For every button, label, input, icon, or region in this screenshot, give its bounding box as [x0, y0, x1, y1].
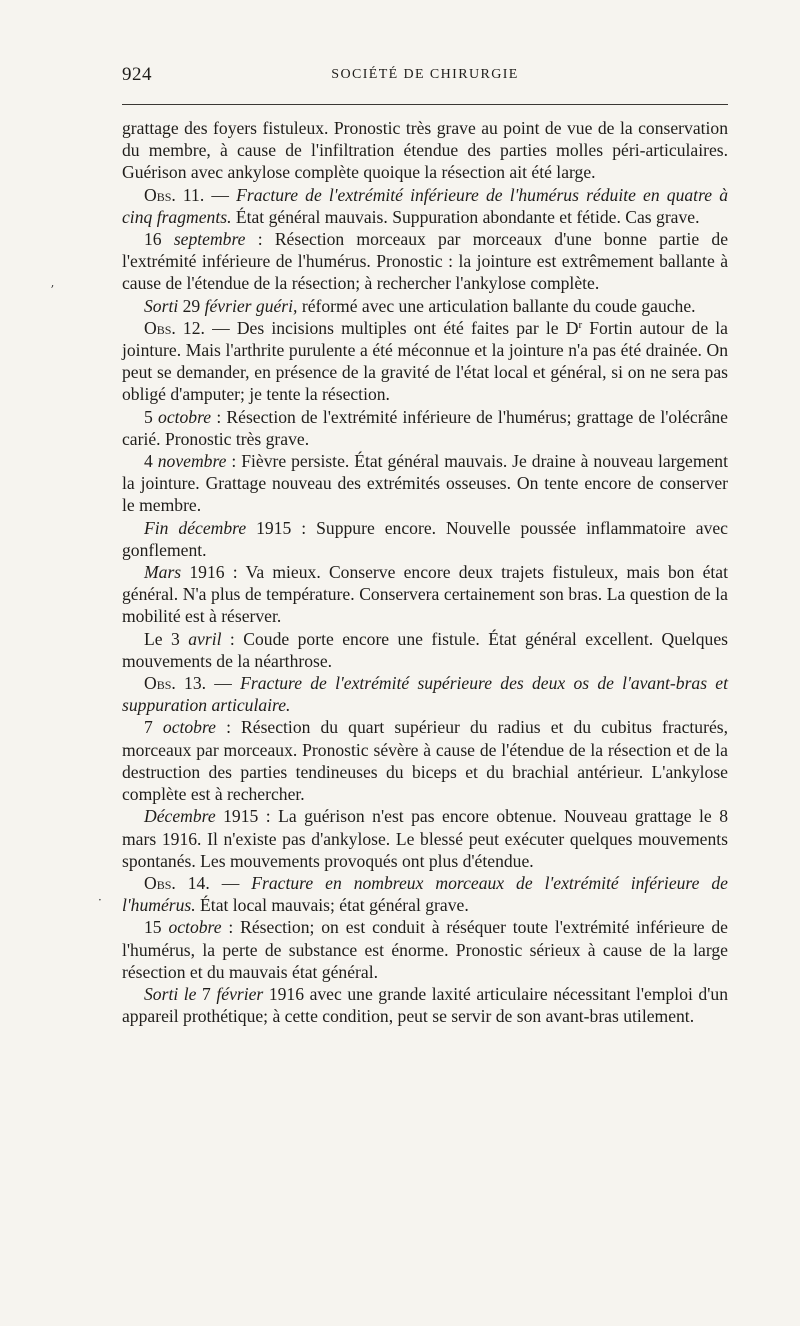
italic-text: avril	[188, 628, 222, 649]
italic-text: Fracture de l'extrémité inférieure de l'humérus réduite en quatre à cinq fragments.	[122, 184, 728, 227]
text-run: : Résection du quart supérieur du radius et du cubitus fracturés, morceaux par morceaux. Pronostic sévère à cause de l'étendue de la résection et de la destruction des parties tendineuses du biceps et du brachial antérieur. L'ankylose complète est à rechercher.	[122, 717, 728, 805]
italic-text: octobre	[158, 406, 212, 427]
observation-label: Obs. 11.	[144, 184, 205, 205]
paragraph	[122, 561, 728, 628]
observation-label: Obs. 12.	[144, 317, 205, 338]
italic-text: Sorti le	[144, 983, 197, 1004]
paragraph	[122, 450, 728, 517]
paragraph	[122, 672, 728, 716]
italic-text: février guéri,	[204, 295, 298, 316]
italic-text: Décembre	[144, 806, 216, 827]
running-title: SOCIÉTÉ DE CHIRURGIE	[331, 67, 519, 82]
paragraph	[122, 228, 728, 295]
paragraph	[122, 716, 728, 805]
paragraph	[122, 406, 728, 450]
text-run: : Résection; on est conduit à réséquer toute l'extrémité inférieure de l'humérus, la perte de substance est énorme. Pronostic sérieux à cause de la large résection et du mauvais état général.	[122, 917, 728, 982]
italic-text: Mars	[144, 562, 182, 583]
text-run: réformé avec une articulation ballante du coude gauche.	[297, 295, 696, 316]
text-run: 1916 avec une grande laxité articulaire nécessitant l'emploi d'un appareil prothétique; à cette condition, peut se servir de son avant-bras utilement.	[122, 983, 728, 1027]
italic-text: novembre	[157, 451, 227, 472]
observation-label: Obs. 14.	[144, 872, 210, 893]
paragraph	[122, 872, 728, 916]
margin-mark: ʼ	[50, 283, 54, 297]
page-number: 924	[122, 64, 152, 85]
paragraph	[122, 805, 728, 872]
text-run: : Résection morceaux par morceaux d'une bonne partie de l'extrémité inférieure de l'humérus. Pronostic : la jointure est extrêmement ballante à cause de l'étendue de la résection; à rechercher l'ankylose complète.	[122, 229, 728, 294]
text-run: Fortin autour de la jointure. Mais l'arthrite purulente a été méconnue et la jointure n'a pas été drainée. On peut se demander, en présence de la gravité de l'état local et général, si on ne sera pas obligé d'amputer; je tente la résection.	[122, 317, 728, 405]
paragraph	[122, 517, 728, 561]
text-run: grattage des foyers fistuleux. Pronostic très grave au point de vue de la conservation du membre, à cause de l'infiltration étendue des parties molles péri-articulaires. Guérison avec ankylose complète quoique la résection ait été large.	[122, 118, 728, 183]
text-run: —	[209, 872, 252, 893]
paragraph	[122, 317, 728, 406]
text-run: 1915 : Suppure encore. Nouvelle poussée inflammatoire avec gonflement.	[122, 517, 728, 560]
paragraph	[122, 628, 728, 672]
margin-mark: ·	[98, 893, 102, 907]
text-run: 1915 : La guérison n'est pas encore obtenue. Nouveau grattage le 8 mars 1916. Il n'existe pas d'ankylose. Le blessé peut exécuter quelques mouvements spontanés. Les mouvements provoqués ont plus d'étendue.	[122, 806, 728, 871]
observation-label: Obs. 13.	[144, 673, 207, 694]
italic-text: septembre	[173, 229, 246, 250]
text-run: État général mauvais. Suppuration abondante et fétide. Cas grave.	[231, 206, 700, 227]
body-text	[122, 117, 728, 1027]
italic-text: octobre	[168, 917, 222, 938]
text-run: : Coude porte encore une fistule. État général excellent. Quelques mouvements de la néarthrose.	[122, 628, 728, 671]
text-run: 5	[144, 406, 159, 427]
italic-text: Fracture en nombreux morceaux de l'extrémité inférieure de l'humérus.	[122, 872, 728, 916]
text-run: État local mauvais; état général grave.	[195, 895, 469, 916]
text-run: —	[204, 184, 237, 205]
text-run: — Des incisions multiples ont été faites par le D	[204, 317, 579, 338]
text-run: 29	[178, 295, 205, 316]
text-run: : Fièvre persiste. État général mauvais. Je draine à nouveau largement la jointure. Grattage nouveau des extrémités osseuses. On tente encore de conserver le membre.	[122, 451, 728, 516]
text-run: : Résection de l'extrémité inférieure de l'humérus; grattage de l'olécrâne carié. Pronostic très grave.	[122, 406, 728, 449]
paragraph	[122, 983, 728, 1027]
italic-text: Sorti	[144, 295, 179, 316]
paragraph	[122, 295, 728, 317]
text-run: 1916 : Va mieux. Conserve encore deux trajets fistuleux, mais bon état général. N'a plus de température. Conservera certainement son bras. La question de la mobilité est à réserver.	[122, 562, 728, 627]
header-rule	[122, 104, 728, 105]
text-run: 4	[144, 451, 158, 472]
superscript: r	[578, 318, 583, 331]
text-run: 7	[144, 717, 163, 738]
paragraph	[122, 117, 728, 184]
page-header	[122, 64, 728, 88]
text-run: 15	[144, 917, 169, 938]
italic-text: Fracture de l'extrémité supérieure des deux os de l'avant-bras et suppuration articulaire.	[122, 673, 729, 716]
italic-text: octobre	[162, 717, 216, 738]
text-run: —	[206, 673, 241, 694]
paragraph	[122, 916, 728, 983]
text-run: 16	[144, 229, 174, 250]
paragraph	[122, 184, 728, 228]
italic-text: février	[216, 983, 264, 1004]
italic-text: Fin décembre	[144, 517, 247, 538]
text-run: Le 3	[144, 628, 189, 649]
text-run: 7	[196, 983, 217, 1004]
